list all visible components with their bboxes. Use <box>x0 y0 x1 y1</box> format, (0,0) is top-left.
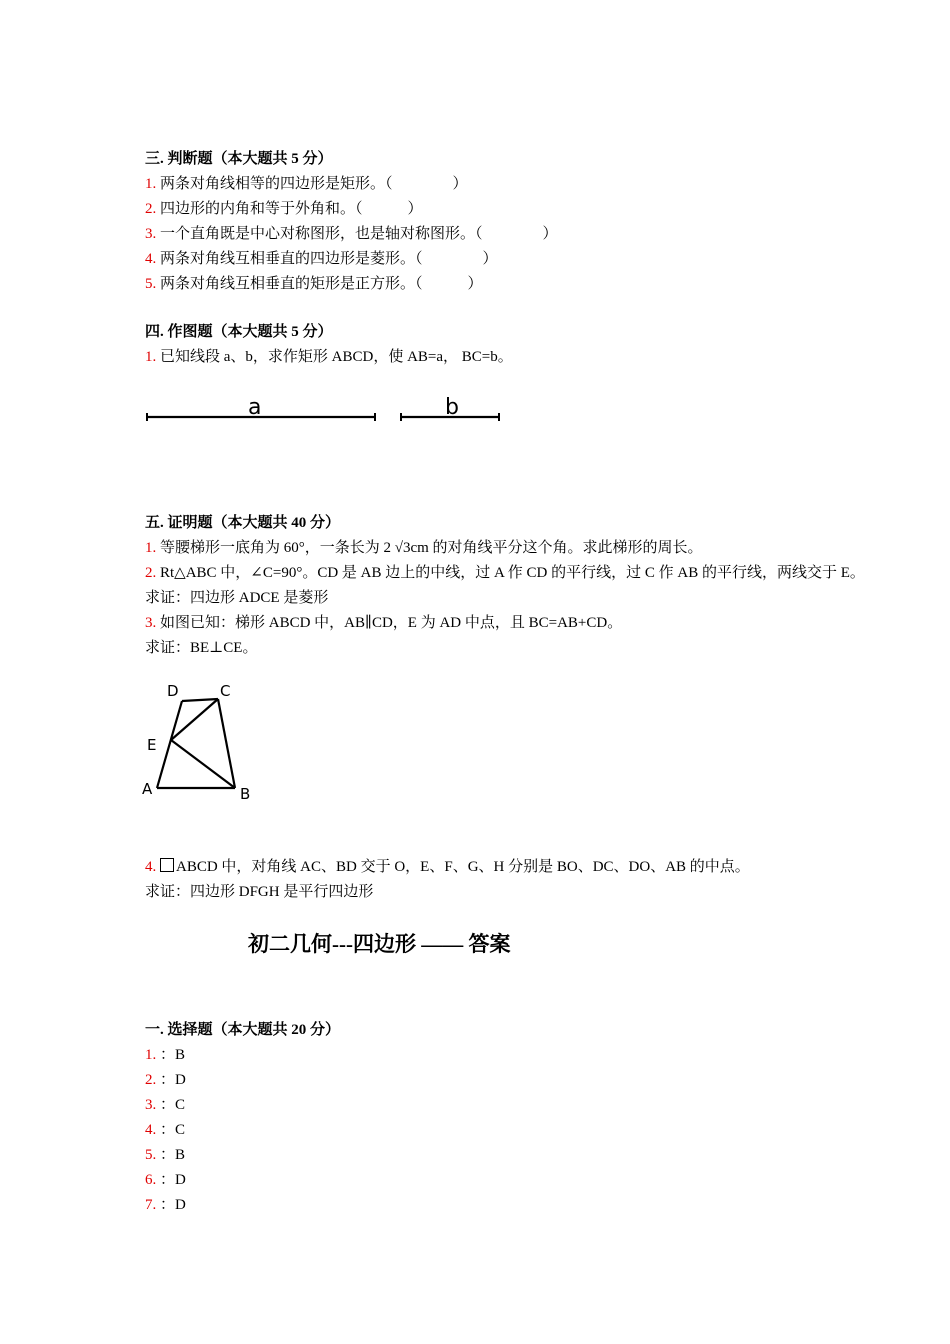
item-number: 4. <box>145 251 157 267</box>
answer-item-4 <box>145 1120 185 1140</box>
item-number: 4. <box>145 1122 157 1138</box>
item-number: 3. <box>145 1097 157 1113</box>
sec5-question-2-proof: 求证：四边形 ADCE 是菱形 <box>145 590 329 606</box>
answer-item-7 <box>145 1195 186 1215</box>
item-text: ABCD 中，对角线 AC、BD 交于 O，E、F、G、H 分别是 BO、DC、DO、AB 的中点。 <box>176 859 750 875</box>
sec5-question-3 <box>145 613 622 633</box>
sec3-item-2 <box>145 199 423 219</box>
item-number: 1. <box>145 176 157 192</box>
item-number: 5. <box>145 1147 157 1163</box>
sec5-question-3-proof: 求证：BE⊥CE。 <box>145 640 258 656</box>
segment-ec <box>171 699 218 740</box>
item-text: 一个直角既是中心对称图形，也是轴对称图形。（ ） <box>156 226 558 242</box>
sec3-item-5 <box>145 274 483 294</box>
item-number: 1. <box>145 1047 157 1063</box>
item-text: 等腰梯形一底角为 60°，一条长为 2 √3cm 的对角线平分这个角。求此梯形的周长。 <box>156 540 703 556</box>
answer-text: ：B <box>160 1047 186 1063</box>
item-number: 5. <box>145 276 157 292</box>
answer-item-5 <box>145 1145 185 1165</box>
item-number: 7. <box>145 1197 157 1213</box>
sec3-item-1 <box>145 174 468 194</box>
parallelogram-icon <box>160 858 174 872</box>
segments-figure <box>140 390 510 430</box>
answer-title: 初二几何---四边形 —— 答案 <box>248 932 511 956</box>
answer-item-2 <box>145 1070 186 1090</box>
sec5-question-4-proof: 求证：四边形 DFGH 是平行四边形 <box>145 884 374 900</box>
item-number: 2. <box>145 565 157 581</box>
sec5-question-4 <box>145 857 750 877</box>
vertex-label-d: D <box>167 682 179 700</box>
item-number: 1. <box>145 349 157 365</box>
answer-item-3 <box>145 1095 185 1115</box>
vertex-label-a: A <box>142 780 153 798</box>
trapezoid-figure <box>140 678 260 808</box>
answers-heading: 一. 选择题（本大题共 20 分） <box>145 1022 341 1038</box>
item-number: 2. <box>145 1072 157 1088</box>
sec4-question-1 <box>145 347 513 367</box>
edge-cb <box>218 699 235 788</box>
vertex-label-b: B <box>240 785 251 803</box>
item-number: 2. <box>145 201 157 217</box>
item-text: 两条对角线互相垂直的四边形是菱形。（ ） <box>156 251 498 267</box>
item-text: 已知线段 a、b，求作矩形 ABCD，使 AB=a， BC=b。 <box>156 349 513 365</box>
sec3-item-4 <box>145 249 498 269</box>
item-text: 两条对角线相等的四边形是矩形。（ ） <box>156 176 468 192</box>
answer-text: ：C <box>160 1122 186 1138</box>
section-4-heading: 四. 作图题（本大题共 5 分） <box>145 324 333 340</box>
segment-a <box>147 395 375 421</box>
answer-text: ：D <box>160 1172 186 1188</box>
sec5-question-1 <box>145 538 703 558</box>
item-number: 1. <box>145 540 157 556</box>
item-text: 如图已知：梯形 ABCD 中，AB∥CD，E 为 AD 中点，且 BC=AB+CD。 <box>156 615 623 631</box>
vertex-label-c: C <box>220 682 231 700</box>
item-text: 两条对角线互相垂直的矩形是正方形。（ ） <box>156 276 483 292</box>
answer-text: ：D <box>160 1197 186 1213</box>
sec5-question-2 <box>145 563 865 583</box>
answer-text: ：B <box>160 1147 186 1163</box>
segment-b-label: b <box>445 395 459 420</box>
section-5-heading: 五. 证明题（本大题共 40 分） <box>145 515 341 531</box>
answer-item-6 <box>145 1170 186 1190</box>
vertex-label-e: E <box>147 736 157 754</box>
item-text: Rt△ABC 中，∠C=90°。CD 是 AB 边上的中线，过 A 作 CD 的平行线，过 C 作 AB 的平行线，两线交于 E。 <box>156 565 865 581</box>
item-number: 3. <box>145 615 157 631</box>
answer-item-1 <box>145 1045 185 1065</box>
segment-a-label: a <box>248 395 262 420</box>
item-number: 4. <box>145 859 157 875</box>
answer-text: ：C <box>160 1097 186 1113</box>
sec3-item-3 <box>145 224 558 244</box>
edge-dc <box>182 699 218 701</box>
item-number: 3. <box>145 226 157 242</box>
answer-text: ：D <box>160 1072 186 1088</box>
item-text: 四边形的内角和等于外角和。（ ） <box>156 201 423 217</box>
item-number: 6. <box>145 1172 157 1188</box>
segment-eb <box>171 740 235 788</box>
section-3-heading: 三. 判断题（本大题共 5 分） <box>145 151 333 167</box>
segment-b <box>401 395 499 421</box>
